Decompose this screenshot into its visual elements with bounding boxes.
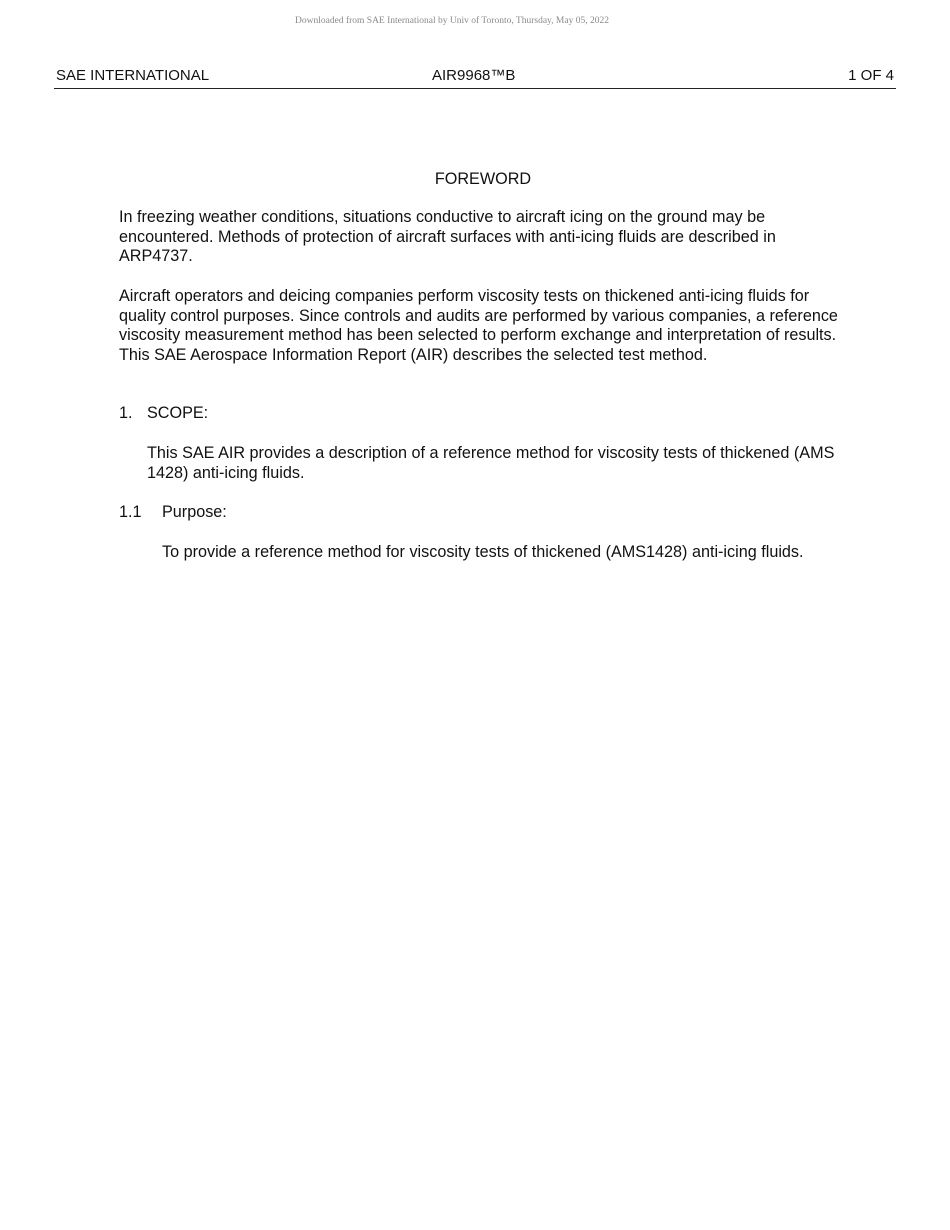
section-number: 1.1 [119, 503, 142, 521]
section-body-scope: This SAE AIR provides a description of a reference method for viscosity tests of thickened (AMS 1428) anti-icing fluids. [147, 444, 835, 482]
foreword-title: FOREWORD [434, 170, 532, 188]
download-watermark: Downloaded from SAE International by Univ of Toronto, Thursday, May 05, 2022 [295, 16, 609, 26]
section-title-purpose: Purpose: [162, 503, 227, 521]
foreword-paragraph: Aircraft operators and deicing companies perform viscosity tests on thickened anti-icing fluids for quality control purposes. Since controls and audits are performed by various companies, a reference viscosity measurement method has been selected to perform exchange and interpretation of results. This SAE Aerospace Information Report (AIR) describes the selected test method. [119, 287, 838, 364]
header-page-number: 1 OF 4 [848, 67, 894, 84]
header-organization: SAE INTERNATIONAL [56, 67, 210, 84]
foreword-paragraph: In freezing weather conditions, situations conductive to aircraft icing on the ground may be encountered. Methods of protection of aircraft surfaces with anti-icing fluids are described in ARP4737. [119, 208, 776, 265]
header-document-number: AIR9968™B [432, 67, 516, 84]
page-header [54, 66, 896, 89]
section-body-purpose: To provide a reference method for viscosity tests of thickened (AMS1428) anti-icing fluids. [162, 543, 804, 561]
section-title-scope: SCOPE: [147, 404, 209, 422]
section-number: 1. [119, 404, 133, 422]
